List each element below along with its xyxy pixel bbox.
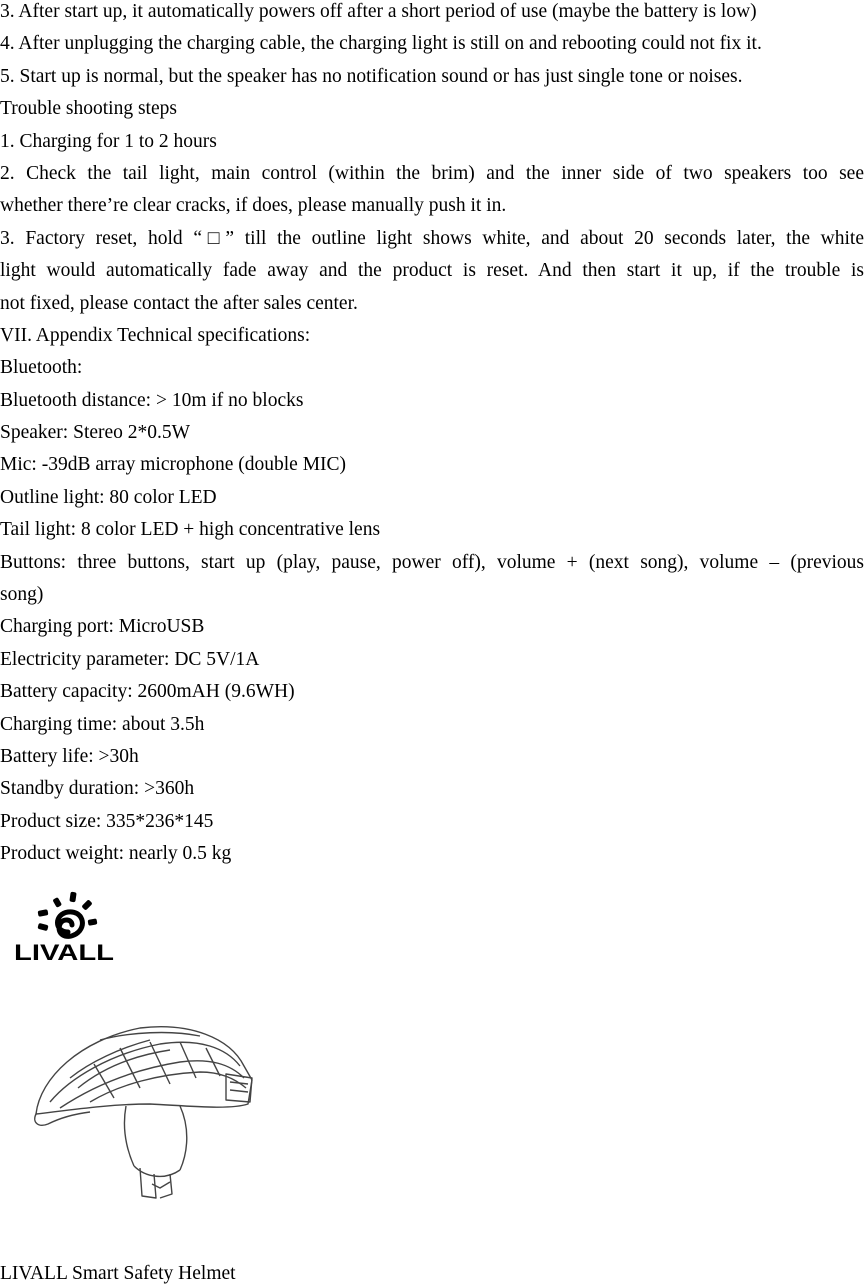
- spec-electricity: Electricity parameter: DC 5V/1A: [0, 648, 260, 670]
- caption: LIVALL Smart Safety Helmet: [0, 1263, 236, 1284]
- spec-battery-life: Battery life: >30h: [0, 745, 139, 767]
- trouble-3: 3. After start up, it automatically powers off after a short period of use (maybe the battery is low): [0, 1, 757, 22]
- appendix-heading: VII. Appendix Technical specifications:: [0, 324, 311, 346]
- step-2-line-1: 2. Check the tail light, main control (within the brim) and the inner side of two speakers too see: [0, 162, 864, 184]
- helmet-illustration: [30, 1018, 260, 1206]
- spec-buttons-line-2: song): [0, 584, 44, 606]
- spec-standby: Standby duration: >360h: [0, 778, 195, 800]
- spec-mic: Mic: -39dB array microphone (double MIC): [0, 454, 347, 476]
- spec-bluetooth-distance: Bluetooth distance: > 10m if no blocks: [0, 389, 304, 411]
- spec-size: Product size: 335*236*145: [0, 810, 214, 832]
- logo-text: LIVALL: [14, 940, 114, 965]
- troubleshooting-heading: Trouble shooting steps: [0, 98, 177, 120]
- spec-weight: Product weight: nearly 0.5 kg: [0, 843, 232, 865]
- livall-logo: [10, 888, 118, 968]
- bluetooth-heading: Bluetooth:: [0, 357, 83, 379]
- trouble-5: 5. Start up is normal, but the speaker has no notification sound or has just single tone or noises.: [0, 65, 743, 87]
- trouble-4: 4. After unplugging the charging cable, the charging light is still on and rebooting could not fix it.: [0, 33, 762, 55]
- step-1: 1. Charging for 1 to 2 hours: [0, 130, 217, 152]
- step-3-line-1: 3. Factory reset, hold “□” till the outline light shows white, and about 20 seconds later, the white: [0, 227, 864, 249]
- spec-charging-time: Charging time: about 3.5h: [0, 713, 205, 735]
- step-3-line-3: not fixed, please contact the after sales center.: [0, 292, 358, 314]
- spec-buttons-line-1: Buttons: three buttons, start up (play, pause, power off), volume + (next song), volume – (previous: [0, 551, 864, 573]
- spec-outline-light: Outline light: 80 color LED: [0, 486, 217, 508]
- spec-battery-capacity: Battery capacity: 2600mAH (9.6WH): [0, 681, 295, 703]
- step-2-line-2: whether there’re clear cracks, if does, please manually push it in.: [0, 195, 507, 217]
- spec-tail-light: Tail light: 8 color LED + high concentrative lens: [0, 519, 381, 541]
- spec-charging-port: Charging port: MicroUSB: [0, 616, 205, 638]
- step-3-line-2: light would automatically fade away and the product is reset. And then start it up, if the trouble is: [0, 260, 864, 282]
- spec-speaker: Speaker: Stereo 2*0.5W: [0, 422, 191, 444]
